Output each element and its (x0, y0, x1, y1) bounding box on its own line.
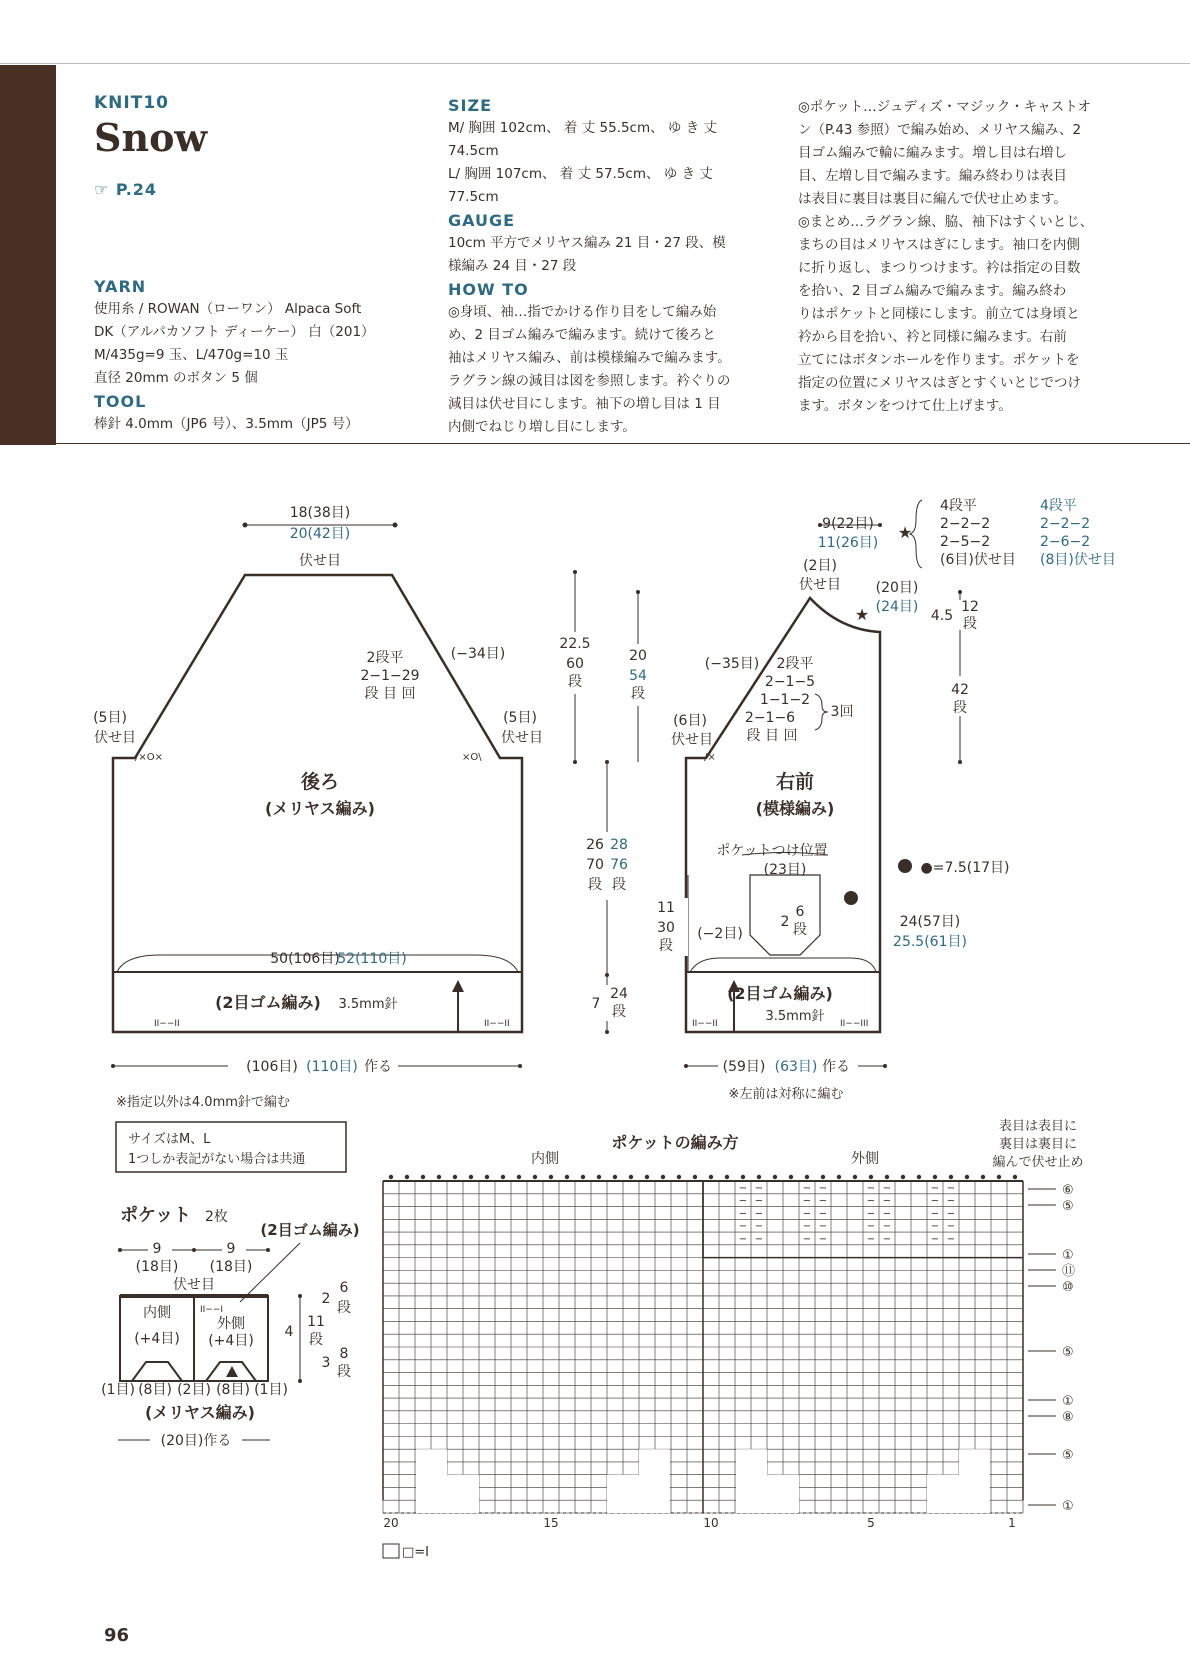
yarn-label: YARN (94, 277, 147, 296)
svg-text:−: − (754, 1195, 764, 1207)
height-measures (555, 570, 652, 1034)
howto-text: ◎身頃、袖…指でかける作り目をして編み始 め、2 目ゴム編みで編みます。続けて後ろと 袖はメリヤス編み、前は模様編みで編みます。 ラグラン線の減目は図を参照します。衿ぐりの 減目は伏せ目にします。袖下の増し目は 1 目 内側でねじり増し目にします。 (448, 304, 731, 435)
pocket-stitch: (メリヤス編み) (145, 1403, 255, 1422)
pocket-bind-off: 伏せ目 (173, 1277, 215, 1293)
svg-text:段: 段 (953, 700, 967, 716)
back-top-width: 18(38目) (289, 505, 351, 521)
svg-text:−: − (882, 1195, 892, 1207)
front-dec-rule: 2段平 (776, 656, 814, 672)
yarn-text: 使用糸 / ROWAN（ローワン） Alpaca Soft DK（アルパカソフト ディーケー） 白（201） M/435g=9 玉、L/470g=10 玉 直径 20mm のボタン 5 個 (94, 301, 375, 386)
svg-text:−: − (802, 1233, 812, 1245)
back-name: 後ろ (300, 771, 340, 793)
svg-text:2−1−29: 2−1−29 (360, 668, 420, 684)
svg-text:(8目): (8目) (216, 1382, 250, 1398)
page-reference: ☞ P.24 (94, 180, 158, 199)
svg-text:段: 段 (309, 1332, 323, 1348)
svg-text:60: 60 (566, 656, 584, 672)
front-neck-width-l: 11(26目) (817, 535, 879, 551)
front-width-l: 25.5(61目) (893, 934, 967, 950)
back-top-width-l: 20(42目) (289, 526, 351, 542)
svg-text:−: − (818, 1221, 828, 1233)
svg-text:76: 76 (610, 857, 628, 873)
svg-text:(63目): (63目) (774, 1059, 818, 1075)
front-dec-label: (−35目) (704, 656, 760, 672)
front-neck-drop: (20目) (875, 580, 919, 596)
svg-text:(18目): (18目) (135, 1259, 179, 1275)
svg-text:段 目 回: 段 目 回 (746, 728, 798, 744)
svg-text:段: 段 (963, 616, 977, 632)
svg-text:−: − (802, 1208, 812, 1220)
svg-text:(6目)伏せ目: (6目)伏せ目 (940, 552, 1016, 568)
svg-text:(1目): (1目) (254, 1382, 288, 1398)
pocket-cast-on: (20目)作る (160, 1433, 232, 1449)
back-dec-label: (−34目) (450, 646, 506, 662)
row-label: ① (1062, 1499, 1074, 1514)
front-neck-height: 4.5 (930, 608, 954, 624)
svg-text:−: − (818, 1195, 828, 1207)
pocket-diagram (101, 1205, 360, 1450)
svg-text:−: − (738, 1208, 748, 1220)
gauge-label: GAUGE (448, 211, 516, 230)
row-label: ⑥ (1062, 1183, 1074, 1198)
body-height-l: 28 (610, 837, 628, 853)
pocket-position-label: ポケットつけ位置 (716, 843, 828, 859)
armhole-mark: /×O× (135, 752, 163, 763)
svg-text:伏せ目: 伏せ目 (501, 730, 543, 746)
svg-text:8: 8 (339, 1346, 349, 1362)
rib-mark: II−−II (692, 1019, 718, 1029)
chart-grid (383, 1175, 1023, 1513)
svg-text:−: − (930, 1182, 940, 1194)
svg-text:段: 段 (631, 686, 645, 702)
svg-text:6: 6 (339, 1280, 349, 1296)
svg-text:段: 段 (568, 674, 582, 690)
svg-text:−: − (866, 1233, 876, 1245)
row-label: ⑩ (1062, 1280, 1074, 1295)
svg-text:−: − (930, 1221, 940, 1233)
pocket-inner: 内側 (143, 1305, 171, 1321)
svg-text:2−6−2: 2−6−2 (1040, 534, 1091, 550)
svg-text:−: − (738, 1233, 748, 1245)
svg-text:−: − (882, 1221, 892, 1233)
svg-text:段: 段 (659, 938, 673, 954)
svg-text:作る: 作る (822, 1059, 850, 1075)
svg-text:−: − (754, 1182, 764, 1194)
svg-text:−: − (802, 1182, 812, 1194)
body-height: 26 (586, 837, 604, 853)
back-armhole-right: (5目) (503, 710, 537, 726)
chart-inner: 内側 (531, 1151, 559, 1167)
gauge-text: 10cm 平方でメリヤス編み 21 目・27 段、模 様編み 24 目・27 段 (448, 235, 726, 274)
pocket-outer: 外側 (217, 1316, 245, 1332)
svg-text:−: − (930, 1233, 940, 1245)
svg-text:−: − (946, 1221, 956, 1233)
svg-text:70: 70 (586, 857, 604, 873)
front-stitch: (模様編み) (755, 799, 835, 818)
star-mark: ★ (897, 523, 913, 542)
page-number: 96 (104, 1625, 130, 1646)
back-width: 50(106目) (270, 951, 340, 967)
svg-text:−: − (818, 1182, 828, 1194)
front-width: 24(57目) (899, 914, 961, 930)
size-label: SIZE (448, 96, 493, 115)
back-bind-off: 伏せ目 (299, 553, 341, 569)
svg-text:段: 段 (337, 1364, 351, 1380)
chart-outer: 外側 (851, 1151, 879, 1167)
svg-text:−: − (930, 1195, 940, 1207)
size-box-line1: サイズはM、L (128, 1132, 211, 1147)
svg-text:54: 54 (629, 668, 647, 684)
size-text: M/ 胸囲 102cm、 着 丈 55.5cm、 ゆ き 丈 74.5cm L/ 胸囲 107cm、 着 丈 57.5cm、 ゆ き 丈 77.5cm (448, 120, 717, 205)
svg-text:段: 段 (588, 877, 602, 893)
col-label: 15 (543, 1516, 559, 1530)
side-bar (0, 65, 56, 445)
row-label: ⑤ (1062, 1199, 1074, 1214)
row-label: ⑪ (1062, 1264, 1076, 1279)
svg-text:30: 30 (657, 920, 675, 936)
armhole-mark: /× (704, 752, 716, 763)
pocket-height-2: 2 (780, 914, 790, 930)
col-label: 10 (703, 1516, 719, 1530)
svg-text:−: − (866, 1221, 876, 1233)
col-label: 1 (1008, 1516, 1016, 1530)
svg-text:−: − (866, 1195, 876, 1207)
size-box-line2: 1つしか表記がない場合は共通 (128, 1152, 306, 1167)
back-dec-rule: 2段平 (366, 650, 404, 666)
svg-text:伏せ目: 伏せ目 (94, 730, 136, 746)
back-needle: 3.5mm針 (338, 997, 398, 1012)
svg-text:段: 段 (337, 1300, 351, 1316)
svg-text:(23目): (23目) (763, 862, 807, 878)
svg-text:−: − (946, 1182, 956, 1194)
finishing-text: ◎ポケット…ジュディズ・マジック・キャストオ ン（P.43 参照）で編み始め、メリヤス編み、2 目ゴム編みで輪に編みます。増し目は右増し 目、左増し目で編みます。編み終わりは表目 は表目に裏目は裏目に編んで伏せ止めます。 ◎まとめ…ラグラン線、脇、袖下はすくいとじ、 まちの目はメリヤスはぎにします。袖口を内側 に折り返し、まつりつけます。衿は指定の目数 を拾い、2 目ゴム編みで編みます。編み終わ りはポケットと同様にします。前立ては身頃と 衿から目を拾い、衿と同様に編みます。右前 立てにはボタンホールを作ります。ポケットを 指定の位置にメリヤスはぎとすくいとじでつけ ます。ボタンをつけて仕上げます。 (798, 99, 1094, 414)
row-label: ① (1062, 1248, 1074, 1263)
svg-text:12: 12 (961, 599, 979, 615)
svg-text:伏せ目: 伏せ目 (799, 577, 841, 593)
front-top-bind: (2目) (803, 558, 837, 574)
svg-text:2−1−6: 2−1−6 (744, 710, 796, 726)
col-label: 5 (867, 1516, 875, 1530)
front-piece (652, 498, 1116, 1102)
row-label: ⑧ (1062, 1410, 1074, 1425)
svg-text:★: ★ (854, 605, 870, 624)
svg-text:11: 11 (307, 1314, 325, 1330)
svg-text:段: 段 (612, 1004, 626, 1020)
svg-text:(18目): (18目) (209, 1259, 253, 1275)
back-stitch: (メリヤス編み) (265, 799, 375, 818)
rib-height: 7 (591, 996, 601, 1012)
svg-text:段: 段 (612, 877, 626, 893)
svg-text:−: − (946, 1208, 956, 1220)
svg-text:−: − (818, 1208, 828, 1220)
svg-text:2: 2 (321, 1291, 331, 1307)
svg-text:−: − (754, 1233, 764, 1245)
row-label: ⑤ (1062, 1345, 1074, 1360)
pocket-rib-label: (2目ゴム編み) (260, 1221, 360, 1239)
svg-text:−: − (738, 1221, 748, 1233)
svg-text:−: − (882, 1233, 892, 1245)
front-cast-on: (59目) (722, 1059, 766, 1075)
svg-text:24: 24 (610, 986, 628, 1002)
front-dec-times: 3回 (830, 704, 854, 720)
svg-text:−: − (946, 1233, 956, 1245)
svg-text:−: − (946, 1195, 956, 1207)
svg-text:(+4目): (+4目) (208, 1333, 254, 1349)
svg-text:(8目): (8目) (138, 1382, 172, 1398)
svg-text:(+4目): (+4目) (134, 1331, 180, 1347)
svg-text:段: 段 (793, 922, 807, 938)
svg-text:−: − (882, 1182, 892, 1194)
button-legend-dot (898, 859, 912, 873)
pocket-height: 11 (657, 900, 675, 916)
rib-mark: II−−II (154, 1019, 180, 1029)
svg-text:9: 9 (152, 1241, 162, 1257)
svg-text:(8目)伏せ目: (8目)伏せ目 (1040, 552, 1116, 568)
svg-text:II−−I: II−−I (200, 1305, 224, 1315)
pocket-chart (383, 1119, 1084, 1560)
top-rule (0, 63, 1190, 64)
svg-text:2−2−2: 2−2−2 (940, 516, 991, 532)
row-label: ① (1062, 1394, 1074, 1409)
armhole-mark: ×O\ (462, 752, 482, 763)
svg-text:−: − (738, 1195, 748, 1207)
front-armhole: (6目) (673, 713, 707, 729)
col-label: 20 (383, 1516, 399, 1530)
tool-label: TOOL (94, 392, 147, 411)
button-note: ●=7.5(17目) (920, 860, 1010, 876)
svg-text:−: − (738, 1182, 748, 1194)
finish-note: 表目は表目に (998, 1119, 1078, 1134)
svg-text:編んで伏せ止め: 編んで伏せ止め (992, 1155, 1084, 1170)
pocket-dec: (−2目) (697, 926, 743, 942)
row-label: ⑤ (1062, 1448, 1074, 1463)
rib-mark: II−−III (840, 1019, 869, 1029)
svg-text:裏目は裏目に: 裏目は裏目に (998, 1137, 1078, 1152)
svg-text:−: − (754, 1208, 764, 1220)
svg-text:2−5−2: 2−5−2 (940, 534, 991, 550)
chart-title: ポケットの編み方 (611, 1133, 739, 1152)
svg-text:(2目): (2目) (177, 1382, 211, 1398)
pocket-title: ポケット (120, 1205, 192, 1226)
howto-label: HOW TO (448, 280, 529, 299)
back-arrow-head (452, 980, 464, 992)
mirror-note: ※左前は対称に編む (728, 1087, 844, 1102)
svg-text:−: − (754, 1221, 764, 1233)
back-rib: (2目ゴム編み) (215, 993, 321, 1012)
svg-text:−: − (866, 1182, 876, 1194)
chart-legend: □=Ⅰ (402, 1545, 430, 1560)
svg-text:42: 42 (951, 682, 969, 698)
pocket-count: 2枚 (205, 1209, 228, 1225)
svg-text:−: − (802, 1221, 812, 1233)
front-name: 右前 (775, 771, 815, 793)
button-dot (844, 891, 858, 905)
needle-note: ※指定以外は4.0mm針で編む (116, 1095, 290, 1110)
svg-text:2−2−2: 2−2−2 (1040, 516, 1091, 532)
svg-text:1−1−2: 1−1−2 (759, 692, 811, 708)
svg-text:(1目): (1目) (101, 1382, 135, 1398)
raglan-height-l: 20 (629, 648, 647, 664)
header-rule (56, 443, 1190, 444)
svg-text:(110目): (110目) (306, 1059, 358, 1075)
svg-text:−: − (818, 1233, 828, 1245)
schematic-diagrams (0, 450, 1190, 1600)
raglan-height: 22.5 (559, 636, 591, 652)
back-armhole-left: (5目) (93, 710, 127, 726)
pocket-total-h: 4 (284, 1324, 294, 1340)
back-cast-on: (106目) (246, 1059, 298, 1075)
svg-text:(24目): (24目) (875, 599, 919, 615)
svg-text:−: − (802, 1195, 812, 1207)
back-piece (93, 505, 543, 1076)
neck-rule-l: 4段平 (1040, 498, 1077, 514)
svg-text:伏せ目: 伏せ目 (671, 732, 713, 748)
svg-text:2−1−5: 2−1−5 (764, 674, 816, 690)
back-width-l: 52(110目) (337, 951, 407, 967)
svg-text:−: − (882, 1208, 892, 1220)
tool-text: 棒針 4.0mm（JP6 号）、3.5mm（JP5 号） (94, 416, 359, 432)
front-needle: 3.5mm針 (765, 1009, 825, 1024)
knit-number: KNIT10 (94, 93, 169, 113)
pattern-title: Snow (94, 115, 208, 160)
svg-text:作る: 作る (364, 1059, 392, 1075)
svg-text:3: 3 (321, 1355, 331, 1371)
svg-text:9: 9 (226, 1241, 236, 1257)
svg-text:段 目 回: 段 目 回 (364, 686, 416, 702)
front-neck-width: 9(22目) (822, 516, 874, 532)
rib-mark: II−−II (484, 1019, 510, 1029)
svg-text:−: − (866, 1208, 876, 1220)
svg-text:6: 6 (795, 904, 805, 920)
svg-text:−: − (930, 1208, 940, 1220)
neck-rule: 4段平 (940, 498, 977, 514)
pattern-header (0, 65, 1190, 445)
front-rib: (2目ゴム編み) (727, 984, 833, 1003)
